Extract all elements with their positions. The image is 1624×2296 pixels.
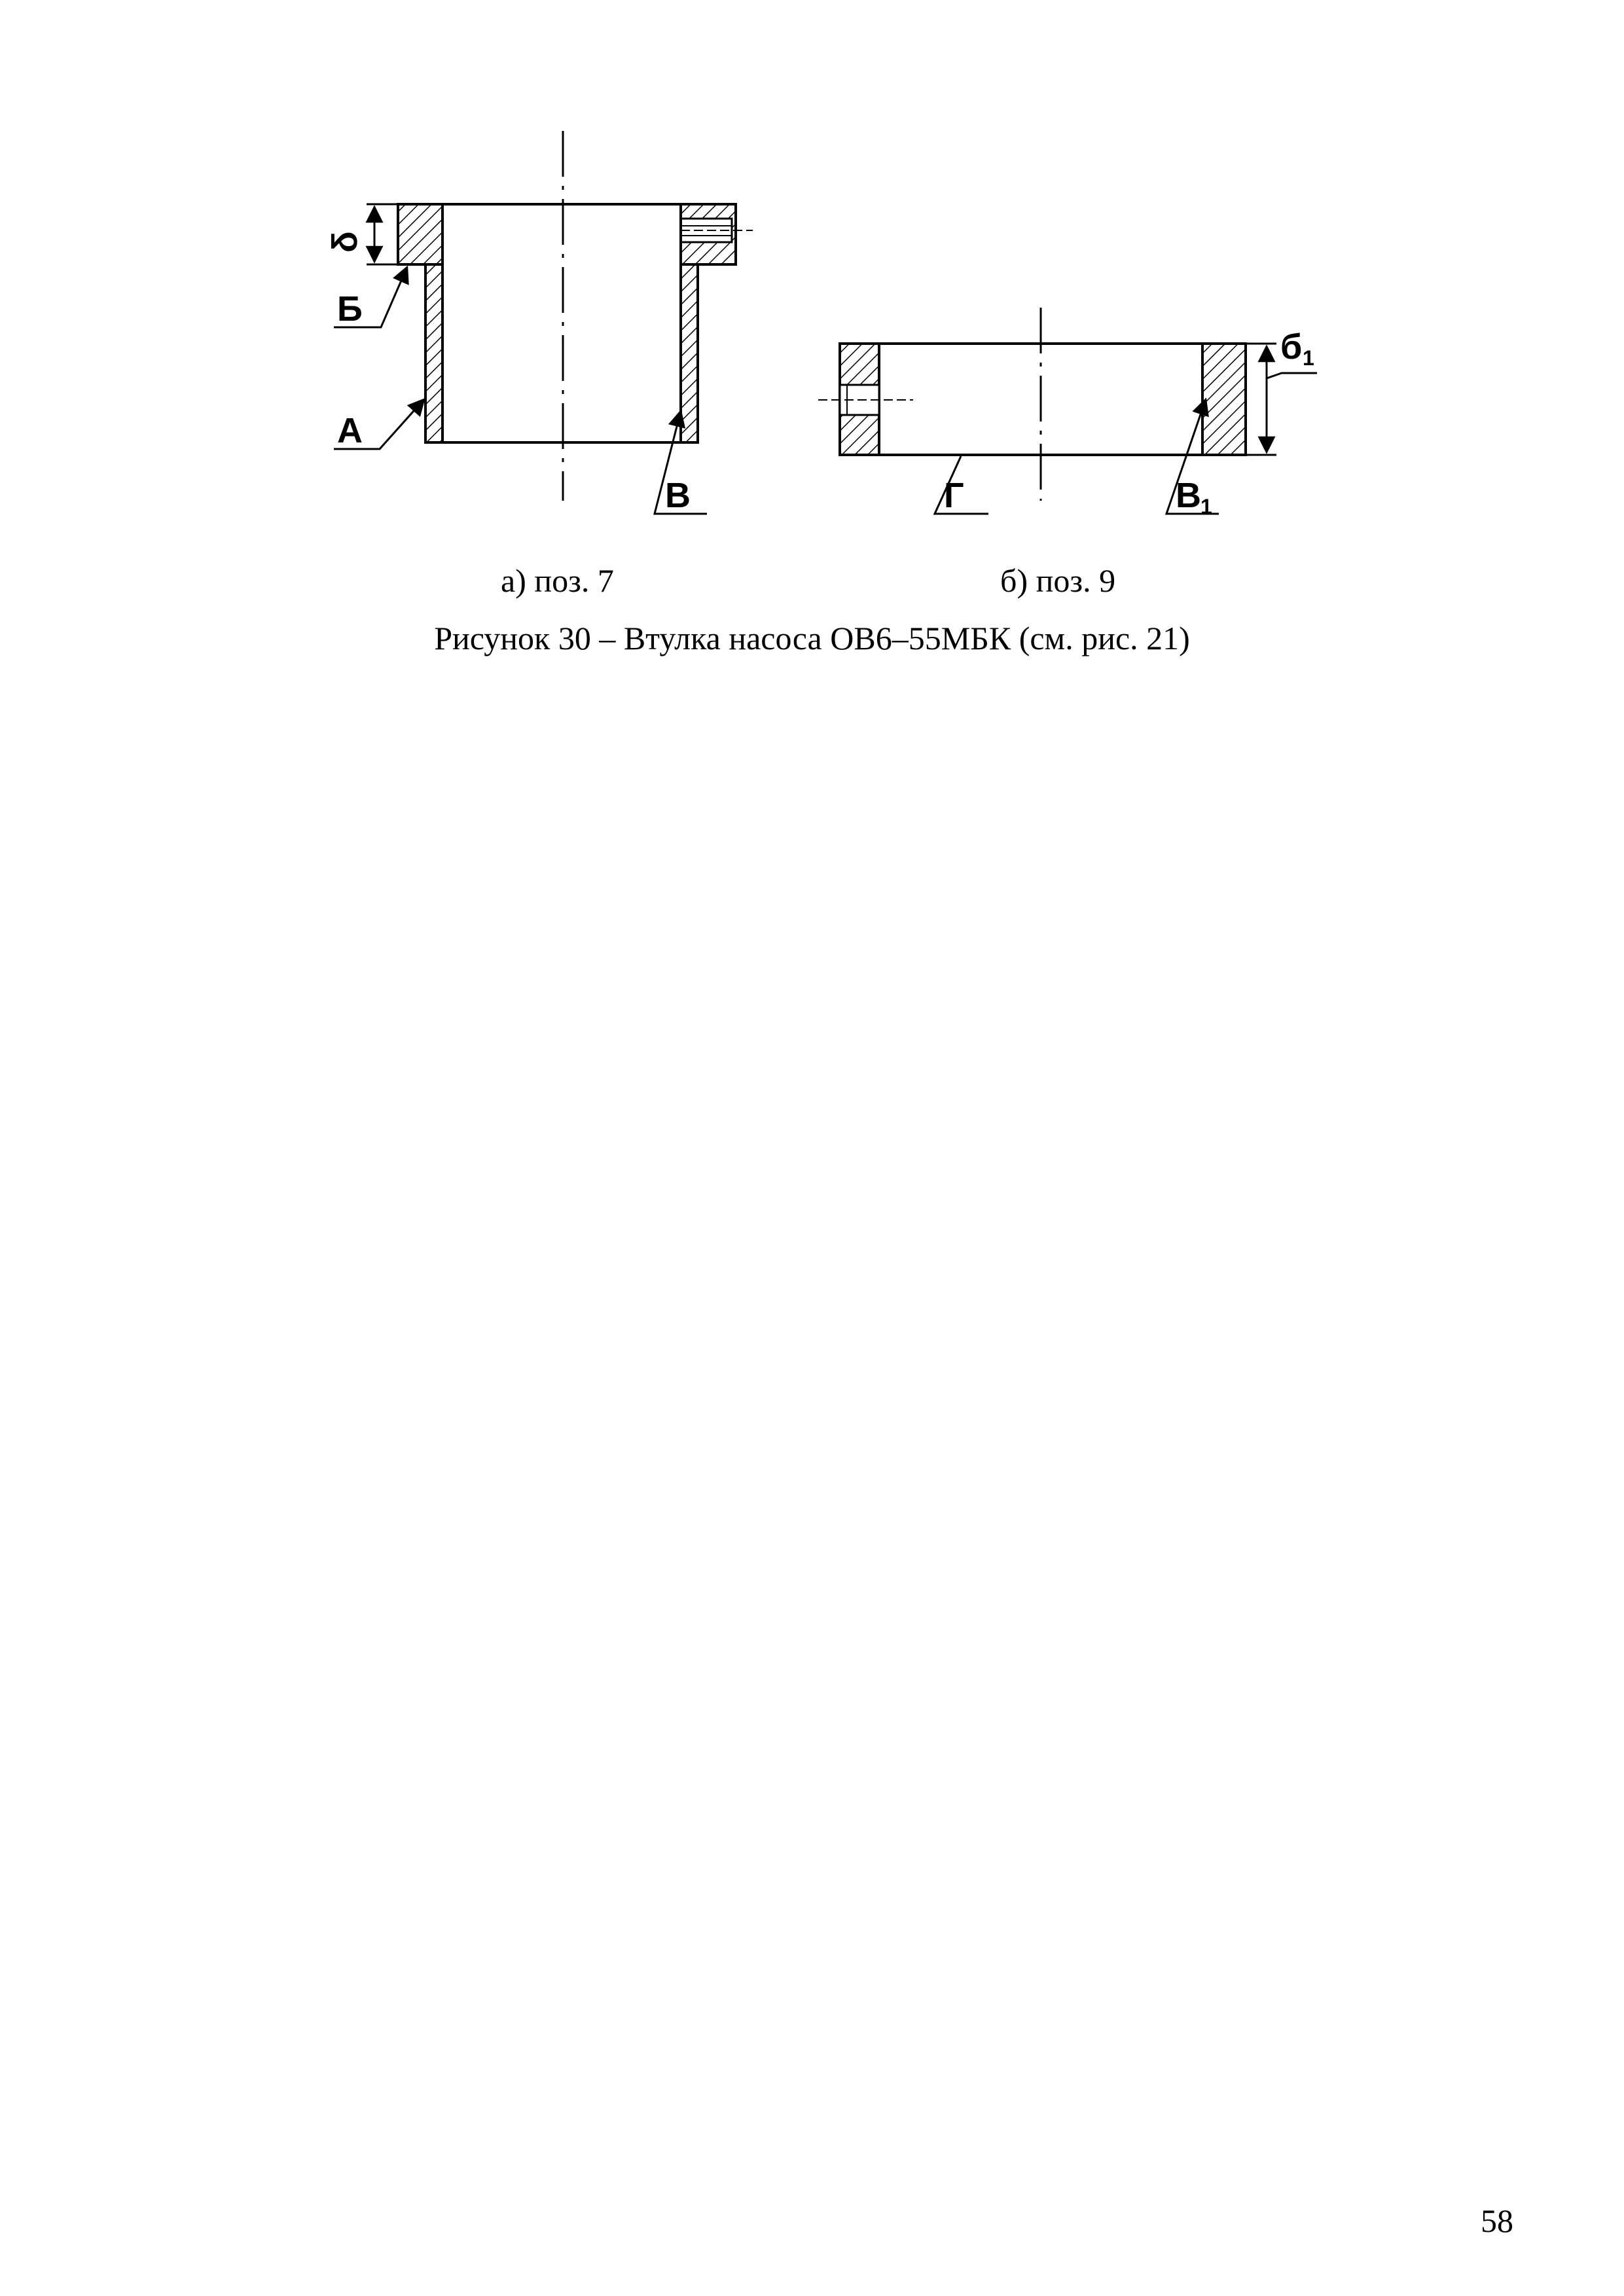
label-delta: δ [325,231,365,253]
right-section-b [1202,344,1246,455]
figure-caption: Рисунок 30 – Втулка насоса ОВ6–55МБК (см. рис. 21) [434,620,1190,656]
label-g: Г [944,476,964,515]
label-v: В [665,476,691,515]
label-v1-subscript: 1 [1200,495,1212,518]
label-b1: б [1280,327,1303,367]
label-b: Б [337,289,363,329]
right-wall-a [681,264,698,442]
bushing-section-a [334,131,753,514]
left-wall-a [425,264,442,442]
ring-section-b [818,308,1317,514]
left-flange-a [398,204,442,264]
label-v1: В [1176,476,1201,515]
page-number: 58 [1481,2202,1513,2239]
view-b-caption: б) поз. 9 [1000,562,1116,599]
label-a: А [337,411,363,450]
label-b1-subscript: 1 [1303,346,1314,370]
view-a-caption: а) поз. 7 [501,562,614,599]
